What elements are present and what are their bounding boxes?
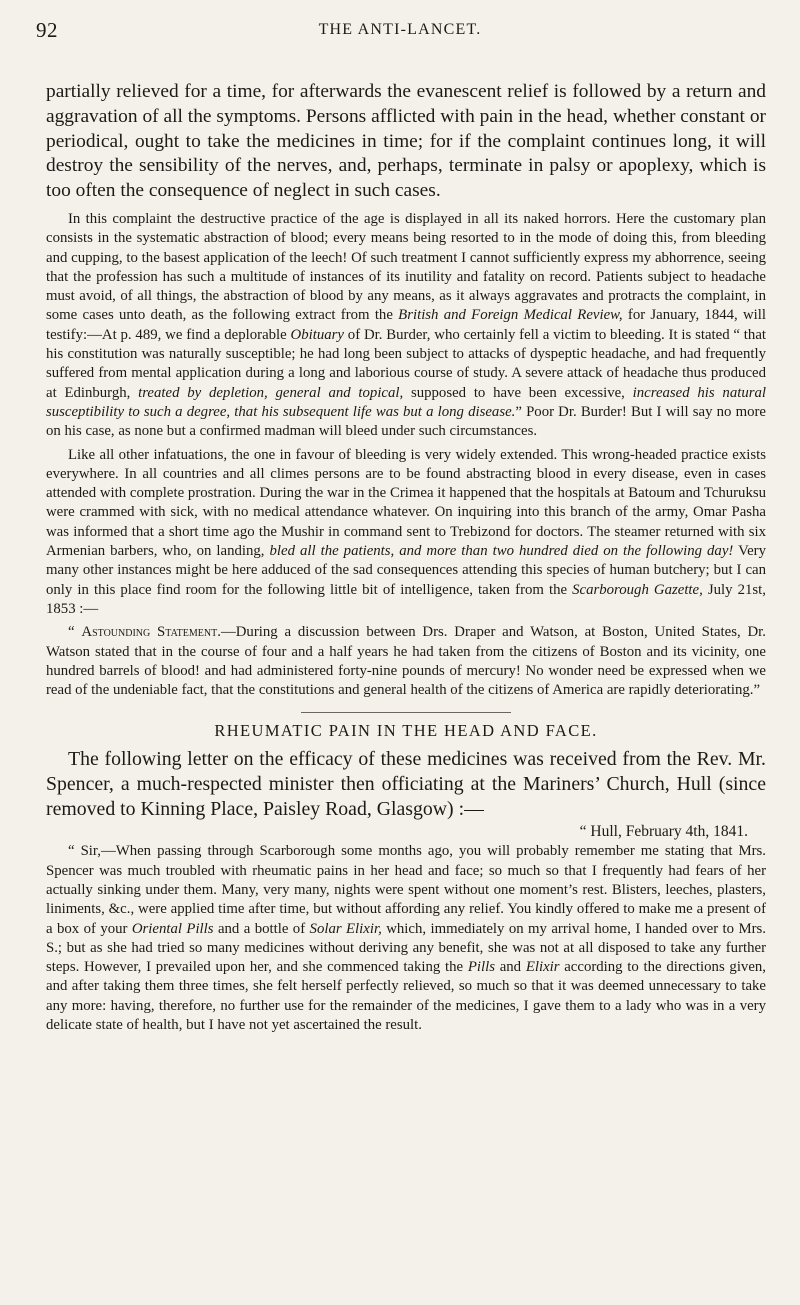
emphasis-susceptibility: increased his natural susceptibility to such a degree, that his subsequent life was but a long disease. — [46, 384, 767, 420]
product-elixir: Elixir — [525, 959, 560, 976]
page-header — [36, 18, 764, 48]
page-content — [46, 80, 766, 1035]
section-divider — [301, 712, 511, 713]
obituary-term: Obituary — [290, 326, 344, 343]
running-head: THE ANTI-LANCET. — [318, 21, 482, 38]
letter-dateline: “ Hull, February 4th, 1841. — [579, 823, 748, 841]
page-number: 92 — [36, 18, 58, 42]
product-solar-elixir: Solar Elixir, — [309, 920, 382, 937]
statement-title: Astounding Statement. — [81, 624, 221, 641]
emphasis-bled-patients: bled all the patients, and more than two hundred died on the following day! — [269, 543, 734, 560]
paragraph-headache-bleeding: In this complaint the destructive practice of the age is displayed in all its naked horrors. Here the customary plan consists in the systematic abstraction of blood; every means being resorted to in the mode of doing this, from bleeding and cupping, to the basest application of the leech! Of such treatment I cannot sufficiently express my abhorrence, seeing that the profession has such a multitude of instances of its inutility and fatality on record. Patients subject to headache must avoid, of all things, the abstraction of blood by any means, as it always aggravates and protracts the complaint, in some cases unto death, as the following extract from the British and Foreign Medical Review, for January, 1844, will testify:—At p. 489, we find a deplorable Obituary of Dr. Burder, who certainly fell a victim to bleeding. It is stated “ that his constitution was naturally susceptible; he had long been subject to attacks of dyspeptic headache, and had frequently suffered from mental application during a long and laborious course of study. A severe attack of headache thus produced at Edinburgh, treated by depletion, general and topical, supposed to have been excessive, increased his natural susceptibility to such a degree, that his subsequent life was but a long disease.” Poor Dr. Burder! But I will say no more on his case, as none but a confirmed madman will bleed under such circumstances. — [46, 210, 767, 440]
newspaper-title: Scarborough Gazette, — [572, 581, 703, 598]
product-oriental-pills: Oriental Pills — [131, 920, 214, 937]
journal-title: British and Foreign Medical Review, — [398, 307, 623, 324]
emphasis-depletion: treated by depletion, general and topical, — [138, 384, 404, 401]
paragraph-astounding-statement: “ Astounding Statement.—During a discussion between Drs. Draper and Watson, at Boston, United States, Dr. Watson stated that in the course of four and a half years he had taken from the citizens of Boston and its vicinity, one hundred barrels of blood! and had administered forty-nine pounds of mercury! No wonder need be expressed when we read of the undeniable fact, that the constitutions and general health of the citizens of America are rapidly deteriorating.” — [46, 624, 766, 699]
product-pills: Pills — [467, 959, 495, 976]
letter-introduction: The following letter on the efficacy of these medicines was received from the Rev. Mr. Spencer, a much-respected minister then officiating at the Mariners’ Church, Hull (since removed to Kinning Place, Paisley Road, Glasgow) :— — [46, 748, 766, 821]
section-heading: RHEUMATIC PAIN IN THE HEAD AND FACE. — [214, 721, 598, 741]
paragraph-crimea: Like all other infatuations, the one in favour of bleeding is very widely extended. This wrong-headed practice exists everywhere. In all countries and all climes persons are to be found abstracting blood in every disease, even in cases attended with complete prostration. During the war in the Crimea it happened that the hospitals at Batoum and Tchuruksu were crammed with sick, with no medical attendance whatever. On inquiring into this branch of the army, Omar Pasha was informed that a short time ago the Mushir in command sent to Trebizond for doctors. The steamer returned with six Armenian barbers, who, on landing, bled all the patients, and more than two hundred died on the following day! Very many other instances might be here adduced of the sad consequences attending this species of human butchery; but I can only in this place find room for the following little bit of intelligence, taken from the Scarborough Gazette, July 21st, 1853 :— — [46, 446, 767, 617]
letter-body: “ Sir,—When passing through Scarborough some months ago, you will probably remember me stating that Mrs. Spencer was much troubled with rheumatic pains in her head and face; so much so that I frequently had fears of her actually sinking under them. Many, very many, nights were spent without one moment’s rest. Blisters, leeches, plasters, liniments, &c., were applied time after time, but without affording any relief. You kindly offered to make me a present of a box of your Oriental Pills and a bottle of Solar Elixir, which, immediately on my arrival home, I handed over to Mrs. S.; but as she had tried so many medicines without deriving any benefit, she was not at all disposed to take any further steps. However, I prevailed upon her, and she commenced taking the Pills and Elixir according to the directions given, and after taking them three times, she felt herself perfectly relieved, so much so that it was deemed unnecessary to take any more: having, therefore, no further use for the remainder of the medicines, I gave them to a lady who was in a very delicate state of health, but I have not yet ascertained the result. — [46, 843, 766, 1034]
paragraph-continued: partially relieved for a time, for afterwards the evanescent relief is followed by a return and aggravation of all the symptoms. Persons afflicted with pain in the head, whether constant or periodical, ought to take the medicines in time; for if the complaint continues long, it will destroy the sensibility of the nerves, and, perhaps, terminate in palsy or apoplexy, which is too often the consequence of neglect in such cases. — [46, 81, 766, 202]
